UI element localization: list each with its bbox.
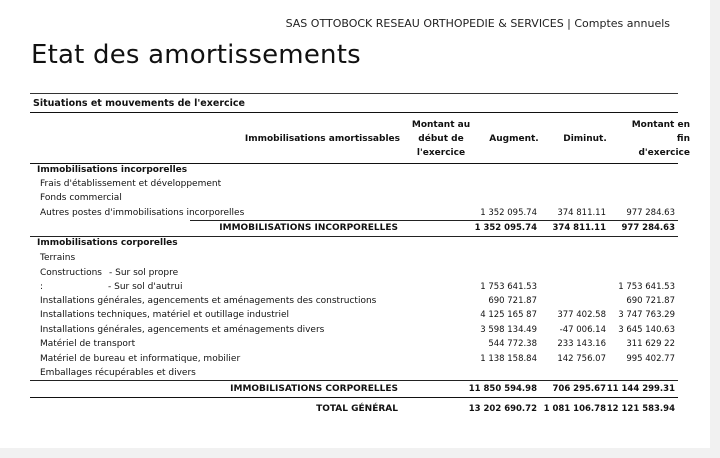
table-row: Emballages récupérables et divers <box>40 368 196 378</box>
table-row: Installations techniques, matériel et outillage industriel 4 125 165 87 377 402.58 3 747 763.29 <box>40 310 675 320</box>
col-header-increase: Augment. <box>489 134 539 144</box>
table-row: Terrains <box>40 253 76 263</box>
company-header: SAS OTTOBOCK RESEAU ORTHOPEDIE & SERVICES | Comptes annuels <box>285 17 670 30</box>
divider <box>30 397 678 398</box>
table-row: : - Sur sol d'autrui 1 753 641.53 1 753 641.53 <box>40 282 675 292</box>
table-row: Constructions - Sur sol propre <box>40 268 179 278</box>
group-heading: Immobilisations corporelles <box>37 238 178 248</box>
col-header-start: Montant au début de l'exercice <box>411 120 471 158</box>
subtotal-row: IMMOBILISATIONS CORPORELLES 11 850 594.98 706 295.67 11 144 299.31 <box>230 384 675 394</box>
divider <box>30 380 678 381</box>
table-row: Frais d'établissement et développement <box>40 179 222 189</box>
table-row: Fonds commercial <box>40 193 122 203</box>
subtotal-row: IMMOBILISATIONS INCORPORELLES 1 352 095.74 374 811.11 977 284.63 <box>219 223 675 233</box>
page-title: Etat des amortissements <box>31 40 361 70</box>
col-header-end: Montant en fin d'exercice <box>631 120 690 158</box>
grand-total-row: TOTAL GÉNÉRAL 13 202 690.72 1 081 106.78 12 121 583.94 <box>316 404 675 414</box>
table-row: Matériel de bureau et informatique, mobilier 1 138 158.84 142 756.07 995 402.77 <box>40 354 675 364</box>
group-heading: Immobilisations incorporelles <box>37 165 188 175</box>
table-row: Installations générales, agencements et aménagements des constructions 690 721.87 690 721.87 <box>40 296 675 306</box>
divider <box>30 112 678 113</box>
col-header-decrease: Diminut. <box>563 134 607 144</box>
table-row: Autres postes d'immobilisations incorporelles 1 352 095.74 374 811.11 977 284.63 <box>40 208 675 218</box>
table-row: Matériel de transport 544 772.38 233 143.16 311 629 22 <box>40 339 675 349</box>
divider <box>30 93 678 94</box>
col-header-label: Immobilisations amortissables <box>244 134 400 144</box>
table-row: Installations générales, agencements et aménagements divers 3 598 134.49 -47 006.14 3 645 140.63 <box>40 325 675 335</box>
section-title: Situations et mouvements de l'exercice <box>33 98 245 109</box>
